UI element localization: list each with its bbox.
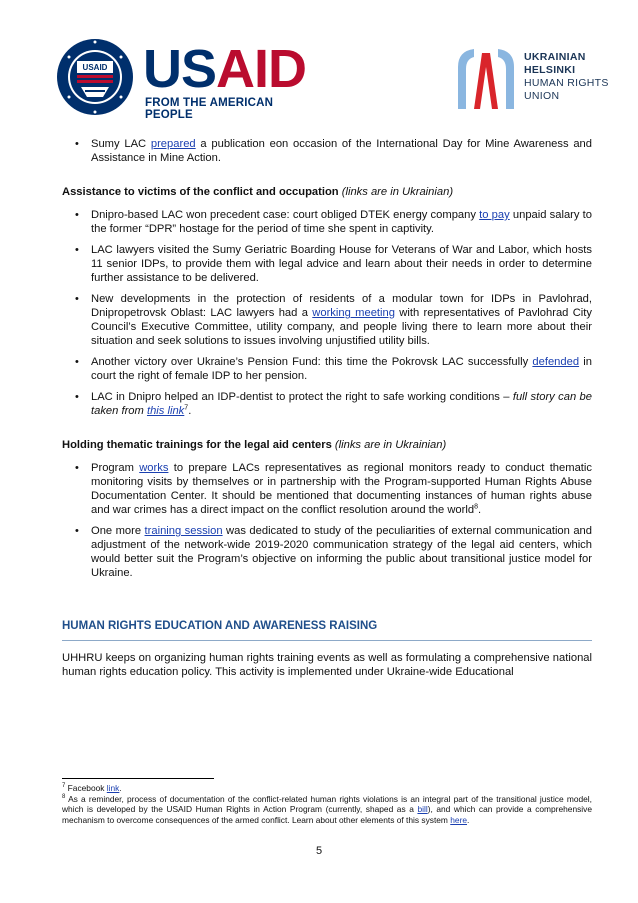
to-pay-link[interactable]: to pay bbox=[479, 209, 510, 221]
defended-link[interactable]: defended bbox=[532, 356, 580, 368]
list-item: • New developments in the protection of residents of a modular town for IDPs in Pavlohrad, Dnipropetrovsk Oblast: LAC lawyers had a working meeting with representatives of Pavlohrad City Council’s Executive Committee, utility company, and people living there to learn more about their situation and seek solutions to issues involving unjustified utility bills. bbox=[62, 292, 592, 348]
heading-note: (links are in Ukrainian) bbox=[341, 186, 454, 198]
list-item: • Sumy LAC prepared a publication eon occasion of the International Day for Mine Awareness and Assistance in Mine Action. bbox=[62, 137, 592, 165]
bill-link[interactable]: bill bbox=[417, 804, 428, 814]
svg-text:USAID: USAID bbox=[82, 63, 108, 72]
victims-bullet-list bbox=[62, 208, 592, 418]
top-bullet-list bbox=[62, 137, 592, 165]
list-item: • LAC in Dnipro helped an IDP-dentist to protect the right to safe working conditions – full story can be taken from this link$^7$. bbox=[62, 390, 592, 418]
usaid-tagline: FROM THE AMERICAN PEOPLE bbox=[145, 97, 274, 121]
footnotes bbox=[62, 783, 592, 825]
main-content bbox=[62, 137, 592, 587]
list-item: • Another victory over Ukraine’s Pension Fund: this time the Pokrovsk LAC successfully defended in court the right of female IDP to her pension. bbox=[62, 355, 592, 383]
uhhru-line: HELSINKI bbox=[524, 64, 576, 76]
heading-note: (links are in Ukrainian) bbox=[334, 439, 447, 451]
list-item: • LAC lawyers visited the Sumy Geriatric Boarding House for Veterans of War and Labor, which hosts 11 senior IDPs, to provide them with legal advice and learn about their needs in order to determine further assistance to be delivered. bbox=[62, 243, 592, 285]
this-link-link[interactable]: this link bbox=[146, 405, 185, 417]
uhhru-name bbox=[524, 51, 609, 103]
section-heading-trainings: Holding thematic trainings for the legal aid centers (links are in Ukrainian) bbox=[62, 439, 447, 451]
uhhru-line: HUMAN RIGHTS bbox=[524, 77, 609, 89]
usaid-wordmark bbox=[143, 39, 306, 99]
list-item: • Dnipro-based LAC won precedent case: court obliged DTEK energy company to pay unpaid salary to the former “DPR” hostage for the period of time she spent in captivity. bbox=[62, 208, 592, 236]
section-title: HUMAN RIGHTS EDUCATION AND AWARENESS RAISING bbox=[62, 620, 592, 641]
prepared-link[interactable]: prepared bbox=[150, 138, 196, 150]
section-human-rights-education bbox=[62, 620, 592, 679]
section-heading-victims: Assistance to victims of the conflict and occupation (links are in Ukrainian) bbox=[62, 186, 454, 198]
usaid-word-aid: AID bbox=[216, 39, 307, 99]
working-meeting-link[interactable]: working meeting bbox=[312, 307, 395, 319]
page-number: 5 bbox=[315, 845, 323, 857]
list-item: • One more training session was dedicated to study of the peculiarities of external communication and adjustment of the network-wide 2019-2020 communication strategy of the legal aid centers, which would better suit the Program’s objective on informing the public about transitional justice model for Ukraine. bbox=[62, 524, 592, 580]
uhhru-line: UNION bbox=[524, 90, 560, 102]
uhhru-emblem-icon bbox=[452, 45, 520, 113]
usaid-word-us: US bbox=[143, 39, 217, 99]
trainings-bullet-list bbox=[62, 461, 592, 580]
section-body: UHHRU keeps on organizing human rights training events as well as formulating a comprehensive national human rights education policy. This activity is implemented under Ukraine-wide Educational bbox=[62, 652, 592, 678]
footnote-8: $^8$ As a reminder, process of documentation of the conflict-related human rights violations is an integral part of the transitional justice model, which is developed by the USAID Human Rights in Action Program (currently, shaped as a bill), and which can provide a comprehensive mechanism to overcome consequences of the armed conflict. Learn about other elements of this system here. bbox=[62, 793, 592, 825]
list-item: • Program works to prepare LACs representatives as regional monitors ready to conduct thematic monitoring visits by themselves or in partnership with the Program-supported Human Rights Abuse Documentation Center. It should be mentioned that documenting instances of human rights abuse and war crimes has a direct impact on the conflict resolution around the world$^8$. bbox=[62, 461, 592, 517]
works-link[interactable]: works bbox=[139, 462, 169, 474]
uhhru-line: UKRAINIAN bbox=[524, 51, 586, 63]
footnote-ref-7: 7 bbox=[184, 404, 189, 412]
footnote-7: $^7$ Facebook link. bbox=[62, 783, 122, 793]
footnote-divider bbox=[62, 778, 214, 779]
usaid-seal-icon bbox=[55, 37, 135, 117]
facebook-link[interactable]: link bbox=[106, 783, 120, 793]
here-link[interactable]: here bbox=[450, 814, 468, 825]
usaid-logo bbox=[55, 37, 320, 121]
uhhru-logo bbox=[452, 45, 609, 115]
training-session-link[interactable]: training session bbox=[144, 525, 223, 537]
footnote-ref-8: 8 bbox=[474, 503, 478, 511]
page-header bbox=[0, 0, 638, 125]
